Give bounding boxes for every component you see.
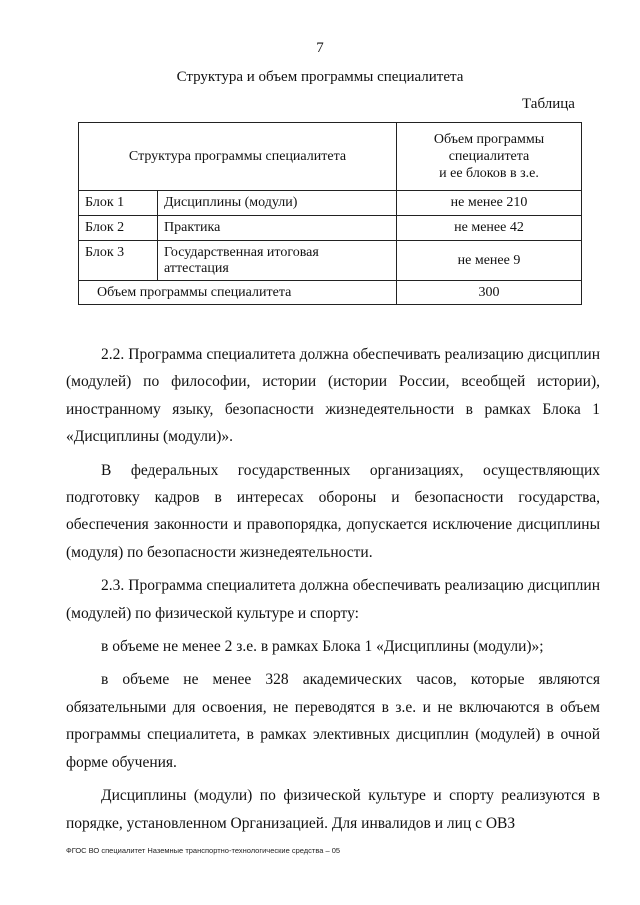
block-name-cell <box>158 241 397 281</box>
paragraph: 2.2. Программа специалитета должна обеспечивать реализацию дисциплин (модулей) по философии, истории (истории России, всеобщей истории), иностранному языку, безопасности жизнедеятельности в рамках Блока 1 «Дисциплины (модули)». <box>66 346 600 446</box>
table-row <box>79 216 582 241</box>
total-value-cell: 300 <box>397 281 582 305</box>
paragraph: 2.3. Программа специалитета должна обеспечивать реализацию дисциплин (модулей) по физической культуре и спорту: <box>66 577 600 622</box>
block-volume-cell: не менее 9 <box>397 241 582 281</box>
body-text <box>66 341 600 837</box>
block-name-line: аттестация <box>164 260 229 276</box>
block-volume-cell: не менее 42 <box>397 216 582 241</box>
total-label-cell: Объем программы специалитета <box>79 281 397 305</box>
table-label: Таблица <box>522 96 575 112</box>
block-name-line: Государственная итоговая <box>164 244 319 260</box>
header-structure: Структура программы специалитета <box>79 123 397 191</box>
block-name-cell: Практика <box>158 216 397 241</box>
header-volume-line: специалитета <box>448 149 530 164</box>
block-cell: Блок 2 <box>79 216 158 241</box>
footer-text: ФГОС ВО специалитет Наземные транспортно-технологические средства – 05 <box>66 846 341 855</box>
table-header-row <box>79 123 582 191</box>
paragraph: в объеме не менее 328 академических часов, которые являются обязательными для освоения, не переводятся в з.е. и не включаются в объем программы специалитета, в рамках элективных дисциплин (модулей) в очной форме обучения. <box>66 671 600 771</box>
table-row <box>79 241 582 281</box>
header-volume <box>397 123 582 191</box>
block-name-cell: Дисциплины (модули) <box>158 191 397 216</box>
paragraph: Дисциплины (модули) по физической культуре и спорту реализуются в порядке, установленном Организацией. Для инвалидов и лиц с ОВЗ <box>66 787 600 832</box>
block-cell: Блок 3 <box>79 241 158 281</box>
header-volume-line: и ее блоков в з.е. <box>439 166 539 181</box>
header-volume-line: Объем программы <box>433 132 545 147</box>
page-number: 7 <box>316 40 324 56</box>
table-title: Структура и объем программы специалитета <box>176 69 464 85</box>
paragraph: в объеме не менее 2 з.е. в рамках Блока 1 «Дисциплины (модули)»; <box>101 638 544 656</box>
block-cell: Блок 1 <box>79 191 158 216</box>
table-total-row <box>79 281 582 305</box>
paragraph: В федеральных государственных организациях, осуществляющих подготовку кадров в интересах обороны и безопасности государства, обеспечения законности и правопорядка, допускается исключение дисциплины (модуля) по безопасности жизнедеятельности. <box>66 461 600 561</box>
table-row <box>79 191 582 216</box>
block-volume-cell: не менее 210 <box>397 191 582 216</box>
program-structure-table <box>78 122 582 305</box>
